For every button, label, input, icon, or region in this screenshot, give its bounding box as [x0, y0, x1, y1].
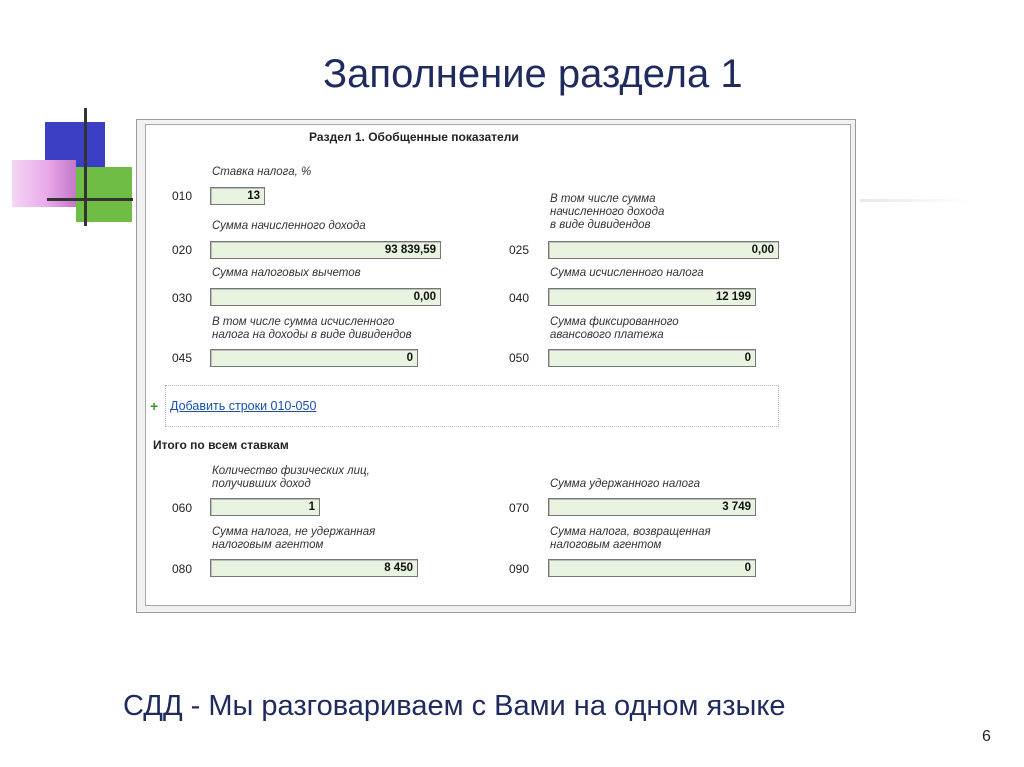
fixed-advance-field[interactable]: 0 [548, 349, 756, 367]
returned-tax-label: Сумма налога, возвращенная налоговым агентом [550, 526, 711, 551]
code-030: 030 [172, 291, 193, 305]
withheld-tax-field[interactable]: 3 749 [548, 498, 756, 516]
dividend-tax-field[interactable]: 0 [210, 349, 418, 367]
code-040: 040 [509, 291, 530, 305]
accrued-income-label: Сумма начисленного дохода [212, 220, 366, 232]
code-050: 050 [509, 351, 530, 365]
tax-deductions-label: Сумма налоговых вычетов [212, 267, 361, 279]
withheld-tax-label: Сумма удержанного налога [550, 478, 700, 490]
dividend-income-field[interactable]: 0,00 [548, 241, 779, 259]
calculated-tax-label: Сумма исчисленного налога [550, 267, 704, 279]
tax-rate-field[interactable]: 13 [210, 187, 265, 205]
code-090: 090 [509, 562, 530, 576]
code-010: 010 [172, 189, 193, 203]
footer-slogan: СДД - Мы разговариваем с Вами на одном языке [123, 690, 786, 722]
unwithheld-tax-field[interactable]: 8 450 [210, 559, 418, 577]
persons-count-label: Количество физических лиц, получивших доход [212, 465, 370, 490]
returned-tax-field[interactable]: 0 [548, 559, 756, 577]
dividend-tax-label: В том числе сумма исчисленного налога на доходы в виде дивидендов [212, 316, 412, 341]
unwithheld-tax-label: Сумма налога, не удержанная налоговым агентом [212, 526, 376, 551]
slide-title: Заполнение раздела 1 [323, 52, 743, 96]
accrued-income-field[interactable]: 93 839,59 [210, 241, 441, 259]
calculated-tax-field[interactable]: 12 199 [548, 288, 756, 306]
add-rows-link[interactable]: Добавить строки 010-050 [170, 399, 317, 413]
code-020: 020 [172, 243, 193, 257]
page-number: 6 [982, 728, 991, 745]
code-070: 070 [509, 501, 530, 515]
code-045: 045 [172, 351, 193, 365]
plus-icon[interactable]: + [150, 398, 159, 414]
code-025: 025 [509, 243, 530, 257]
code-060: 060 [172, 501, 193, 515]
persons-count-field[interactable]: 1 [210, 498, 320, 516]
tax-deductions-field[interactable]: 0,00 [210, 288, 441, 306]
dividend-income-label: В том числе сумма начисленного дохода в виде дивидендов [550, 193, 665, 231]
section-title: Раздел 1. Обобщенные показатели [309, 130, 519, 144]
fixed-advance-label: Сумма фиксированного авансового платежа [550, 316, 679, 341]
rate-label: Ставка налога, % [212, 166, 312, 178]
totals-title: Итого по всем ставкам [153, 438, 289, 452]
code-080: 080 [172, 562, 193, 576]
